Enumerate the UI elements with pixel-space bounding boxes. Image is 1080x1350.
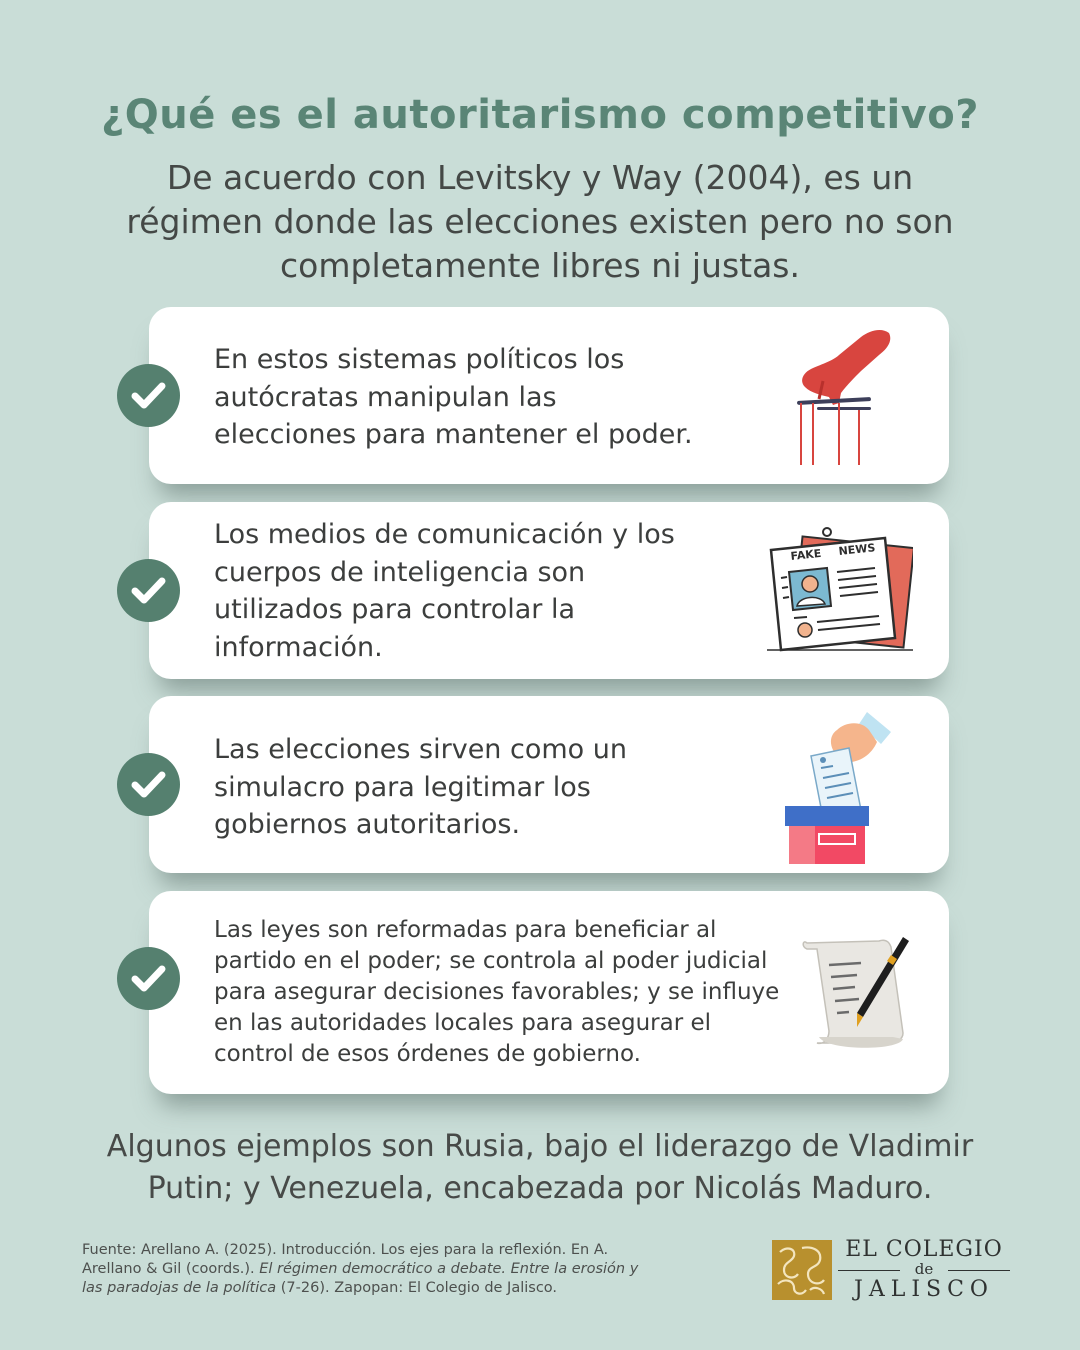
intro-paragraph: De acuerdo con Levitsky y Way (2004), es un régimen donde las elecciones existen pero no son completamente libres ni justas. <box>126 158 954 285</box>
check-icon <box>117 364 180 427</box>
item-text-4: Las leyes son reformadas para beneficiar al partido en el poder; se controla al poder judicial para asegurar decisiones favorables; y se influye en las autoridades locales para asegurar el control de esos órdenes de gobierno. <box>214 917 780 1067</box>
item-card-4 <box>149 891 949 1094</box>
svg-text:NEWS: NEWS <box>837 541 876 558</box>
item-text-3: Las elecciones sirven como un simulacro para legitimar los gobiernos autoritarios. <box>214 734 627 840</box>
check-icon <box>117 947 180 1010</box>
source-citation: Fuente: Arellano A. (2025). Introducción. Los ejes para la reflexión. En A. Arellano & Gil (coords.). El régimen democrático a debate. Entre la erosión y las paradojas de la política (7-26). Zapopan: El Colegio de Jalisco. <box>82 1242 639 1296</box>
colegio-logo-icon <box>772 1240 832 1300</box>
item-card-3 <box>149 696 949 873</box>
page-title: ¿Qué es el autoritarismo competitivo? <box>101 92 979 138</box>
item-card-1 <box>149 307 949 484</box>
item-text-2: Los medios de comunicación y los cuerpos de inteligencia son utilizados para controlar la información. <box>214 519 675 663</box>
item-card-2 <box>149 502 949 679</box>
item-text-1: En estos sistemas políticos los autócratas manipulan las elecciones para mantener el poder. <box>214 344 693 450</box>
svg-text:FAKE: FAKE <box>789 546 822 563</box>
puppet-hand-icon <box>789 325 899 467</box>
check-icon <box>117 753 180 816</box>
colegio-logo-text: EL COLEGIO de JALISCO <box>838 1238 1010 1303</box>
ballot-box-icon <box>779 706 897 864</box>
check-icon <box>117 559 180 622</box>
fake-news-newspaper-icon <box>767 526 913 654</box>
closing-paragraph: Algunos ejemplos son Rusia, bajo el liderazgo de Vladimir Putin; y Venezuela, encabezada por Nicolás Maduro. <box>106 1129 974 1206</box>
scroll-pen-icon <box>799 933 911 1053</box>
